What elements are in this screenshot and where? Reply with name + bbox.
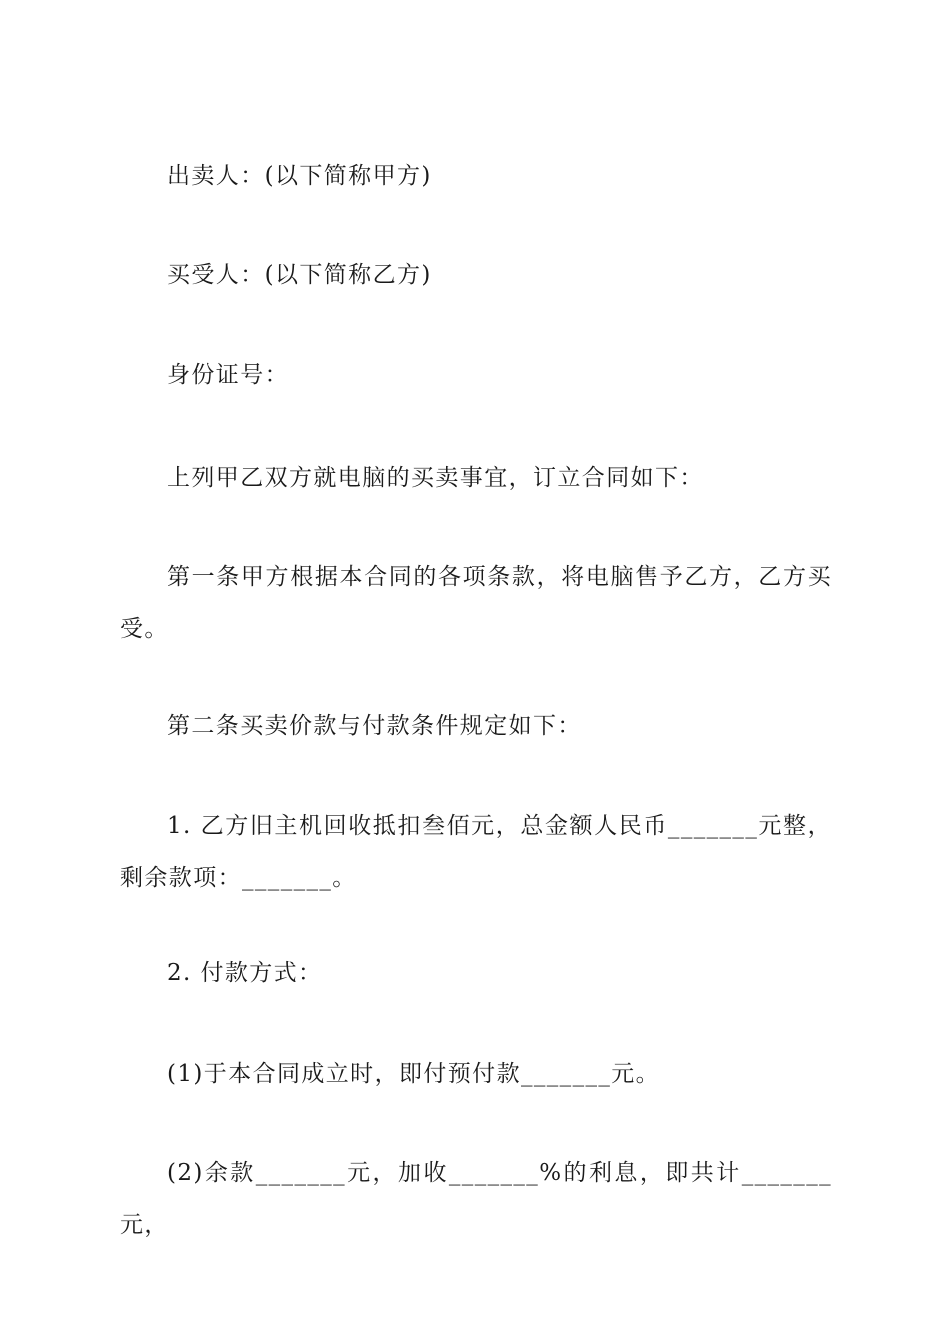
seller-line: 出卖人：(以下简称甲方) [167,163,432,189]
clause-2-2-balance: (2)余款_______元，加收_______%的利息，即共计_______元， [120,1160,832,1238]
clause-2-1-prepayment: (1)于本合同成立时，即付预付款_______元。 [167,1061,661,1087]
buyer-line: 买受人：(以下简称乙方) [167,262,432,288]
article-two: 第二条买卖价款与付款条件规定如下： [167,713,582,739]
clause-1-price: 1. 乙方旧主机回收抵扣叁佰元，总金额人民币_______元整，剩余款项：_______。 [120,813,832,891]
id-number-line: 身份证号： [167,362,289,388]
article-one: 第一条甲方根据本合同的各项条款，将电脑售予乙方，乙方买受。 [120,564,832,642]
contract-intro: 上列甲乙双方就电脑的买卖事宜，订立合同如下： [167,465,704,491]
clause-2-payment-method: 2. 付款方式： [167,960,323,986]
